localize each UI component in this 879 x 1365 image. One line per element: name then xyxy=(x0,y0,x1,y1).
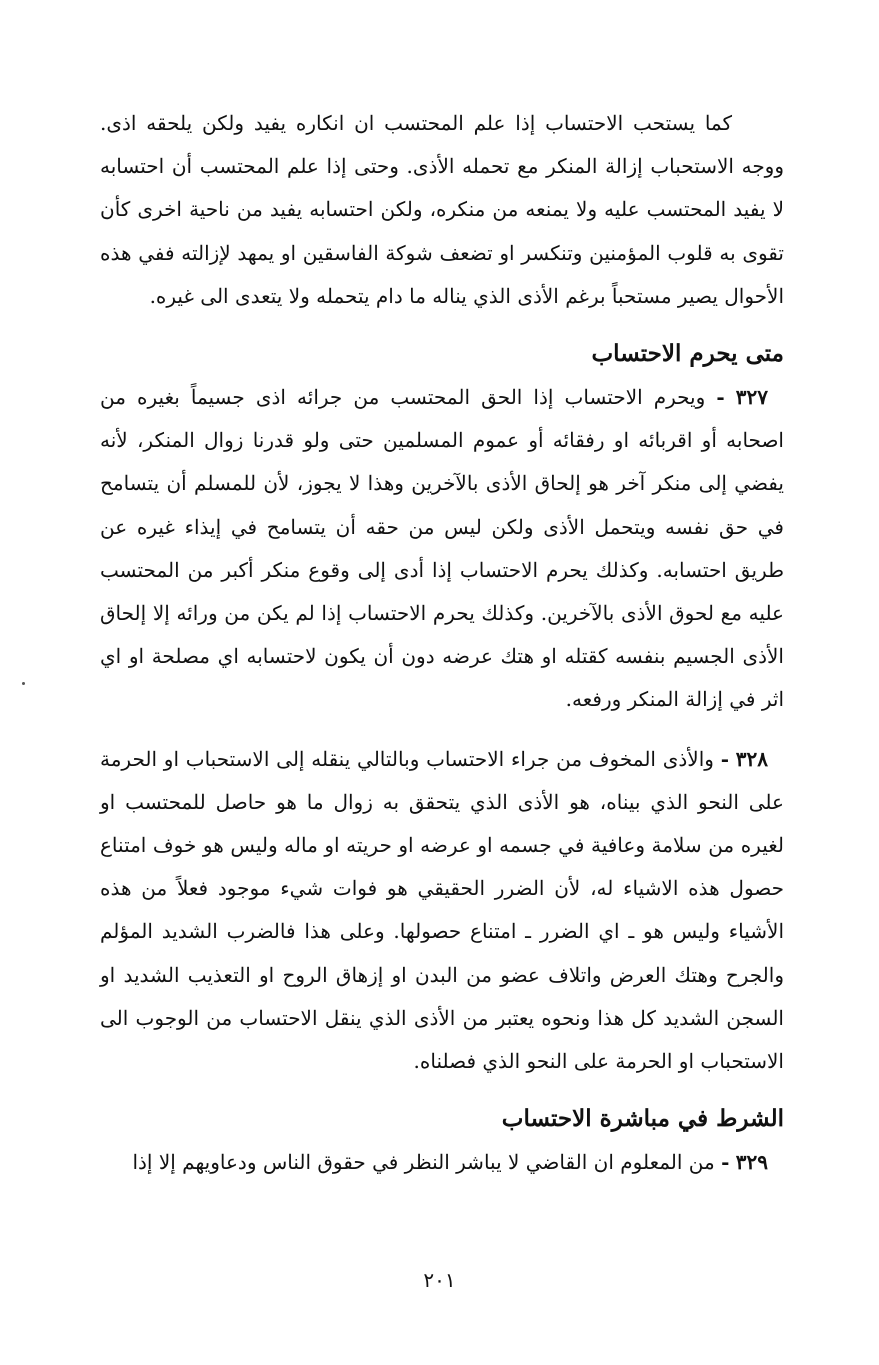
paragraph-text: والأذى المخوف من جراء الاحتساب وبالتالي ينقله إلى الاستحباب او الحرمة على النحو الذي بيناه، هو الأذى الذي يتحقق به زوال ما هو حاصل للمحتسب او لغيره من سلامة وعافية في جسمه او عرضه او حريته او ماله وليس هو خوف امتناع حصول هذه الاشياء له، لأن الضرر الحقيقي هو فوات شيء موجود فعلاً من هذه الأشياء وليس هو ـ اي الضرر ـ امتناع حصولها. وعلى هذا فالضرب الشديد المؤلم والجرح وهتك العرض واتلاف عضو من البدن او إزهاق الروح او التعذيب الشديد او السجن الشديد كل هذا ونحوه يعتبر من الأذى الذي ينقل الاحتساب من الوجوب الى الاستحباب او الحرمة على النحو الذي فصلناه. xyxy=(100,746,784,1074)
paragraph-dash: - xyxy=(716,385,725,410)
paragraph-328 xyxy=(100,738,784,1084)
paragraph-text: ويحرم الاحتساب إذا الحق المحتسب من جرائه اذى جسيماً بغيره من اصحابه أو اقربائه او رفقائه أو عموم المسلمين حتى ولو قدرنا زوال المنكر، لأنه يفضي إلى منكر آخر هو إلحاق الأذى بالآخرين وهذا لا يجوز، لأن للمسلم أن يتسامح في حق نفسه ويتحمل الأذى ولكن ليس من حقه أن يتسامح في إيذاء غيره عن طريق احتسابه. وكذلك يحرم الاحتساب إذا أدى إلى وقوع منكر أكبر من المحتسب عليه مع لحوق الأذى بالآخرين. وكذلك يحرم الاحتساب إذا لم يكن من ورائه إلا إلحاق الأذى الجسيم بنفسه كقتله او هتك عرضه دون أن يكون لاحتسابه اي مصلحة او اي اثر في إزالة المنكر ورفعه. xyxy=(100,385,784,712)
paragraph-329 xyxy=(100,1141,784,1184)
margin-dot xyxy=(22,682,25,685)
paragraph-number: ٣٢٨ xyxy=(735,746,769,771)
paragraph-number: ٣٢٧ xyxy=(735,385,769,410)
paragraph-number: ٣٢٩ xyxy=(735,1150,768,1175)
intro-paragraph: كما يستحب الاحتساب إذا علم المحتسب ان انكاره يفيد ولكن يلحقه اذى. ووجه الاستحباب إزالة المنكر مع تحمله الأذى. وحتى إذا علم المحتسب أن احتسابه لا يفيد المحتسب عليه ولا يمنعه من منكره، ولكن احتسابه يفيد من ناحية اخرى كأن تقوى به قلوب المؤمنين وتنكسر او تضعف شوكة الفاسقين او يمهد لإزالته ففي هذه الأحوال يصير مستحباً برغم الأذى الذي يناله ما دام يتحمله ولا يتعدى الى غيره. xyxy=(100,111,784,308)
page-number: ٢٠١ xyxy=(423,1268,456,1292)
paragraph-text: من المعلوم ان القاضي لا يباشر النظر في حقوق الناس ودعاويهم إلا إذا xyxy=(132,1150,715,1175)
section-heading-when-forbidden: متى يحرم الاحتساب xyxy=(591,340,784,368)
paragraph-dash: - xyxy=(720,746,730,771)
page-body xyxy=(100,102,784,1184)
paragraph-327 xyxy=(100,376,784,722)
paragraph-dash: - xyxy=(721,1150,730,1175)
section-heading-condition: الشرط في مباشرة الاحتساب xyxy=(501,1105,784,1133)
